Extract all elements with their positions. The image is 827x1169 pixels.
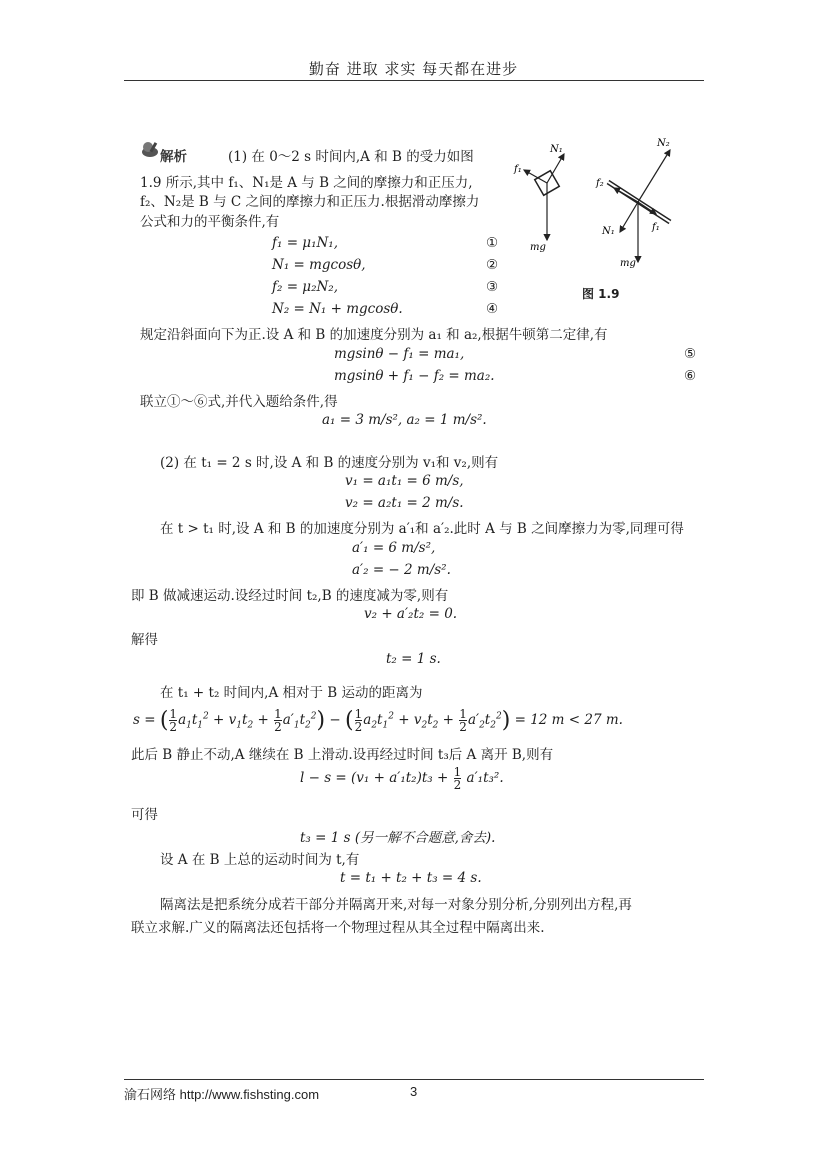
equation-5-number: ⑤ [684, 346, 697, 362]
solution-label: 解析 [160, 149, 187, 165]
solution-icon [140, 140, 160, 158]
force-diagram [510, 130, 710, 285]
label-mg: mg [530, 242, 546, 253]
part2-line9: 隔离法是把系统分成若干部分并隔离开来,对每一对象分别分析,分别列出方程,再 [160, 897, 632, 913]
part2-line8: 设 A 在 B 上总的运动时间为 t,有 [160, 852, 360, 868]
block-a-diagram [524, 154, 564, 240]
equation-6: mgsinθ + f₁ − f₂ = ma₂. [334, 368, 495, 384]
equation-5: mgsinθ − f₁ = ma₁, [334, 346, 465, 362]
footer-site: 渝石网络 http://www.fishsting.com [124, 1087, 320, 1102]
footer-rule [124, 1079, 704, 1080]
part1-intro-line3: f₂、N₂是 B 与 C 之间的摩擦力和正压力.根据滑动摩擦力 [140, 194, 480, 210]
l-minus-s-equation: l − s = (v₁ + a′₁t₂)t₃ + $\frac{1}{2}$ a′₁t₃². [300, 765, 504, 792]
equation-1-number: ① [486, 235, 499, 251]
part1-intro-line2: 1.9 所示,其中 f₁、N₁是 A 与 B 之间的摩擦力和正压力, [140, 175, 473, 191]
distance-equation-result: = 12 m < 27 m. [514, 712, 623, 728]
part2-eq10: t = t₁ + t₂ + t₃ = 4 s. [340, 870, 482, 886]
part2-eq5: v₂ + a′₂t₂ = 0. [364, 606, 458, 622]
label-mg-b: mg [620, 258, 636, 269]
part2-line7: 可得 [131, 807, 158, 823]
equation-3: f₂ = μ₂N₂, [272, 279, 339, 295]
equation-6-number: ⑥ [684, 368, 697, 384]
part2-line1: (2) 在 t₁ = 2 s 时,设 A 和 B 的速度分别为 v₁和 v₂,则有 [160, 455, 499, 471]
part2-line5: 在 t₁ + t₂ 时间内,A 相对于 B 运动的距离为 [160, 685, 423, 701]
part2-eq1: v₁ = a₁t₁ = 6 m/s, [345, 473, 464, 489]
l-minus-s-right: a′₁t₃². [466, 770, 504, 786]
part1-intro-line1: (1) 在 0～2 s 时间内,A 和 B 的受力如图 [228, 149, 474, 165]
label-n1-b: N₁ [602, 226, 615, 237]
part2-line4: 解得 [131, 632, 158, 648]
part1-text6: 联立①～⑥式,并代入题给条件,得 [140, 394, 338, 410]
distance-equation-left: s = [133, 712, 156, 728]
equation-2-number: ② [486, 257, 499, 273]
part2-line2: 在 t > t₁ 时,设 A 和 B 的加速度分别为 a′₁和 a′₂.此时 A 与 B 之间摩擦力为零,同理可得 [160, 521, 684, 537]
equation-7: a₁ = 3 m/s², a₂ = 1 m/s². [322, 412, 487, 428]
part2-eq4: a′₂ = − 2 m/s². [352, 562, 451, 578]
l-minus-s-left: l − s = (v₁ + a′₁t₂)t₃ + [300, 770, 449, 786]
part2-eq6: t₂ = 1 s. [386, 651, 441, 667]
label-f2: f₂ [596, 178, 604, 189]
part2-line10: 联立求解.广义的隔离法还包括将一个物理过程从其全过程中隔离出来. [131, 920, 545, 936]
label-n1: N₁ [550, 144, 563, 155]
part2-eq9: t₃ = 1 s (另一解不合题意,舍去). [300, 830, 496, 846]
header-rule [124, 80, 704, 81]
page-number: 3 [410, 1084, 418, 1099]
part2-eq3: a′₁ = 6 m/s², [352, 540, 436, 556]
equation-4: N₂ = N₁ + mgcosθ. [272, 301, 403, 317]
board-b-diagram [608, 150, 670, 262]
figure-caption: 图 1.9 [582, 287, 620, 301]
label-f1-b: f₁ [652, 222, 660, 233]
equation-1: f₁ = μ₁N₁, [272, 235, 339, 251]
equation-2: N₁ = mgcosθ, [272, 257, 366, 273]
label-n2: N₂ [657, 138, 670, 149]
part1-text5: 规定沿斜面向下为正.设 A 和 B 的加速度分别为 a₁ 和 a₂,根据牛顿第二定律,有 [140, 327, 608, 343]
part2-eq2: v₂ = a₂t₁ = 2 m/s. [345, 495, 464, 511]
part2-line3: 即 B 做减速运动.设经过时间 t₂,B 的速度减为零,则有 [131, 588, 449, 604]
label-f1: f₁ [514, 164, 522, 175]
part1-intro-line4: 公式和力的平衡条件,有 [140, 214, 280, 230]
equation-3-number: ③ [486, 279, 499, 295]
part2-line6: 此后 B 静止不动,A 继续在 B 上滑动.设再经过时间 t₃后 A 离开 B,则有 [131, 747, 554, 763]
equation-4-number: ④ [486, 301, 499, 317]
page-header: 勤奋 进取 求实 每天都在进步 [308, 60, 519, 78]
distance-equation: s = ( $\frac{1}{2}$ $a_1t_1^2 + v_1t_2$ + $\frac{1}{2}$ $a'_1t_2^2$) − ( $\frac{1}{2}$ $a_2t_1^2 + v_2t_2$ + $\frac{1}{2}$ $a'_2t_2^2) = 12$ m < 27 m. [133, 707, 623, 734]
